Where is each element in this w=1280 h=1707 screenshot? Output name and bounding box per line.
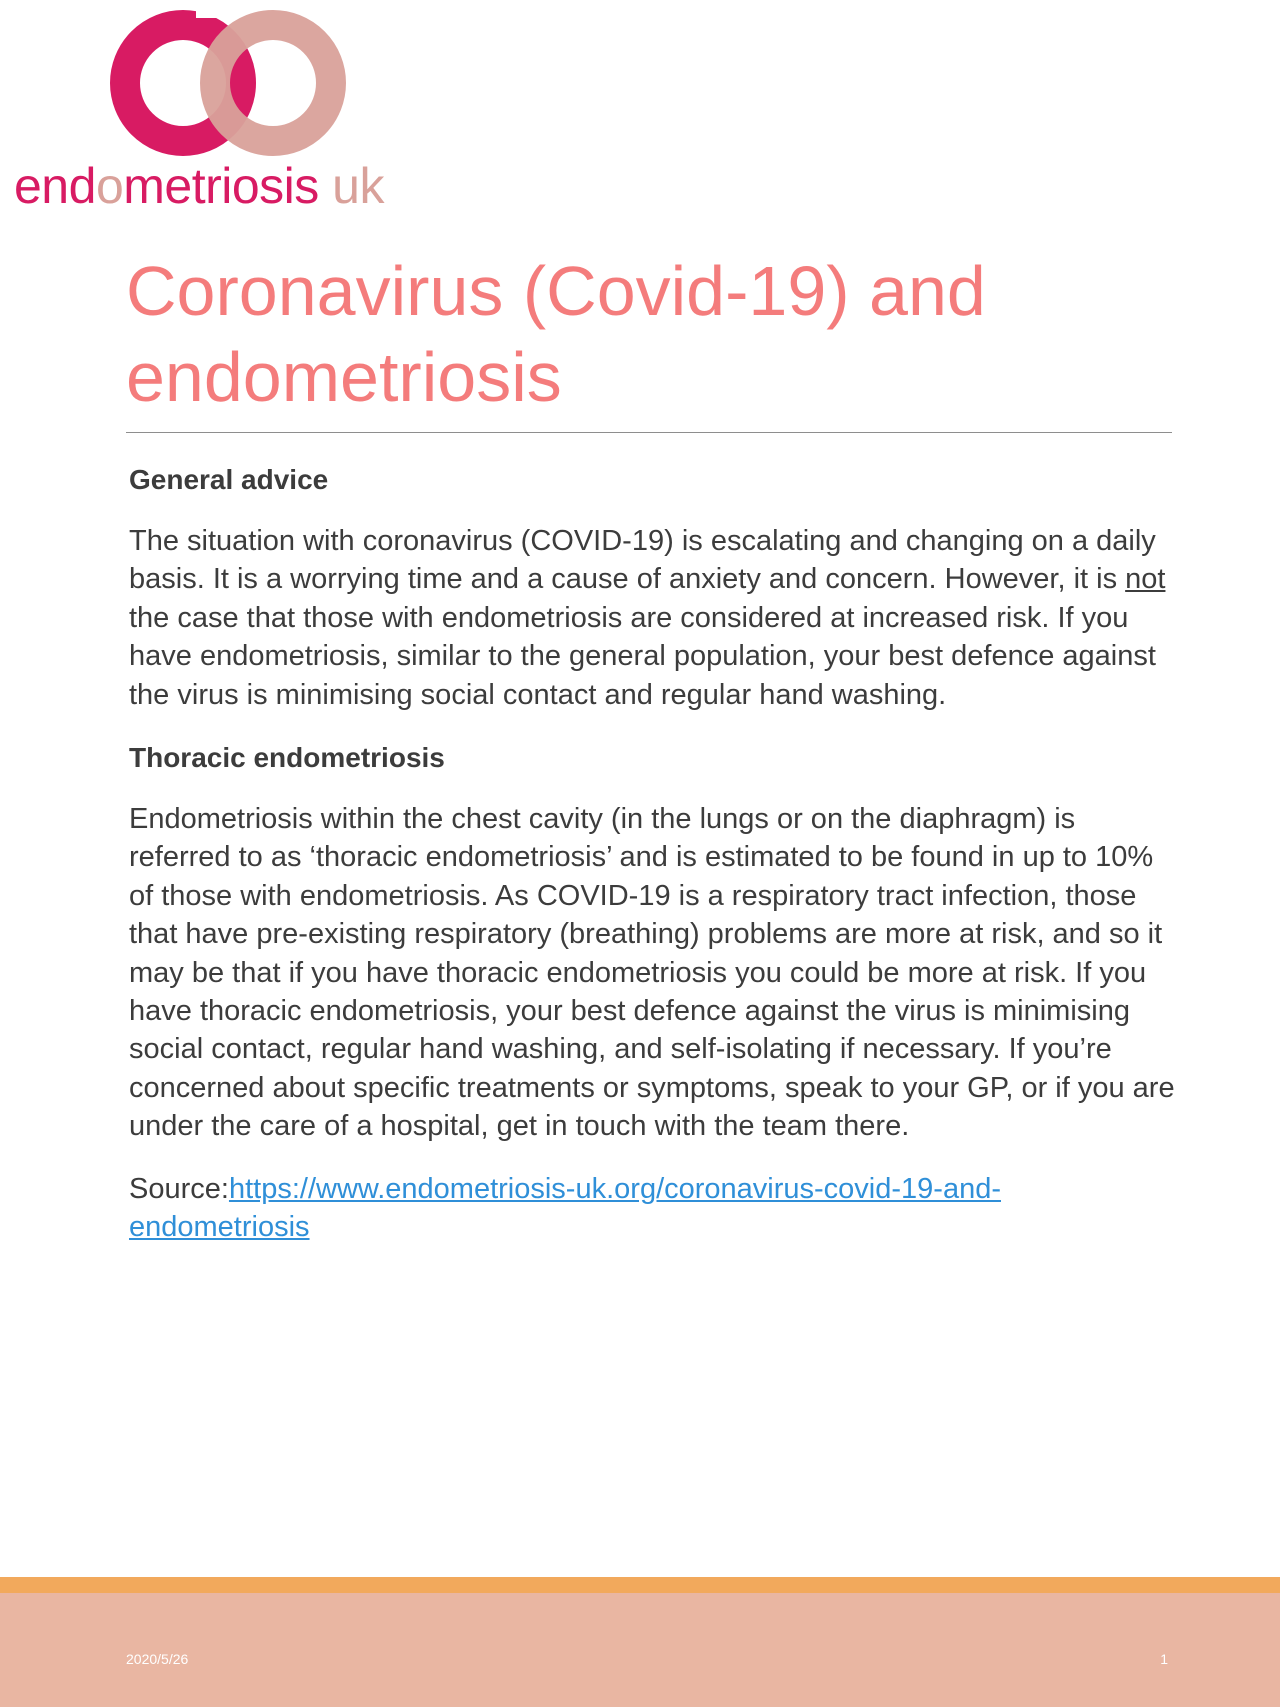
source-label: Source:	[129, 1172, 229, 1205]
endometriosis-uk-logo	[0, 0, 460, 220]
section-heading-general-advice: General advice	[129, 464, 329, 495]
footer-page-number: 1	[1160, 1651, 1168, 1667]
emphasis-not: not	[1125, 563, 1166, 596]
page-title: Coronavirus (Covid-19) and endometriosis	[126, 252, 986, 416]
footer	[0, 1593, 1280, 1707]
source-link[interactable]: https://www.endometriosis-uk.org/coronavirus-covid-19-and-endometriosis	[129, 1172, 1001, 1244]
source-line	[129, 1170, 1179, 1247]
footer-date: 2020/5/26	[126, 1651, 189, 1667]
logo-wordmark: endometriosis uk	[14, 158, 384, 214]
logo-circles-icon	[108, 8, 348, 158]
general-advice-paragraph: The situation with coronavirus (COVID-19) is escalating and changing on a daily basis. It is a worrying time and a cause of anxiety and concern. However, it is not the case that those with endometriosis are considered at increased risk. If you have endometriosis, similar to the general population, your best defence against the virus is minimising social contact and regular hand washing.	[129, 525, 1166, 711]
title-divider	[126, 432, 1172, 433]
footer-accent-band	[0, 1577, 1280, 1593]
main-content	[129, 460, 1179, 1247]
section-heading-thoracic: Thoracic endometriosis	[129, 742, 445, 774]
thoracic-paragraph: Endometriosis within the chest cavity (in the lungs or on the diaphragm) is referred to as ‘thoracic endometriosis’ and is estimated to be found in up to 10% of those with endometriosis. As COVID-19 is a respiratory tract infection, those that have pre-existing respiratory (breathing) problems are more at risk, and so it may be that if you have thoracic endometriosis you could be more at risk. If you have thoracic endometriosis, your best defence against the virus is minimising social contact, regular hand washing, and self-isolating if necessary. If you’re concerned about specific treatments or symptoms, speak to your GP, or if you are under the care of a hospital, get in touch with the team there.	[129, 803, 1175, 1143]
